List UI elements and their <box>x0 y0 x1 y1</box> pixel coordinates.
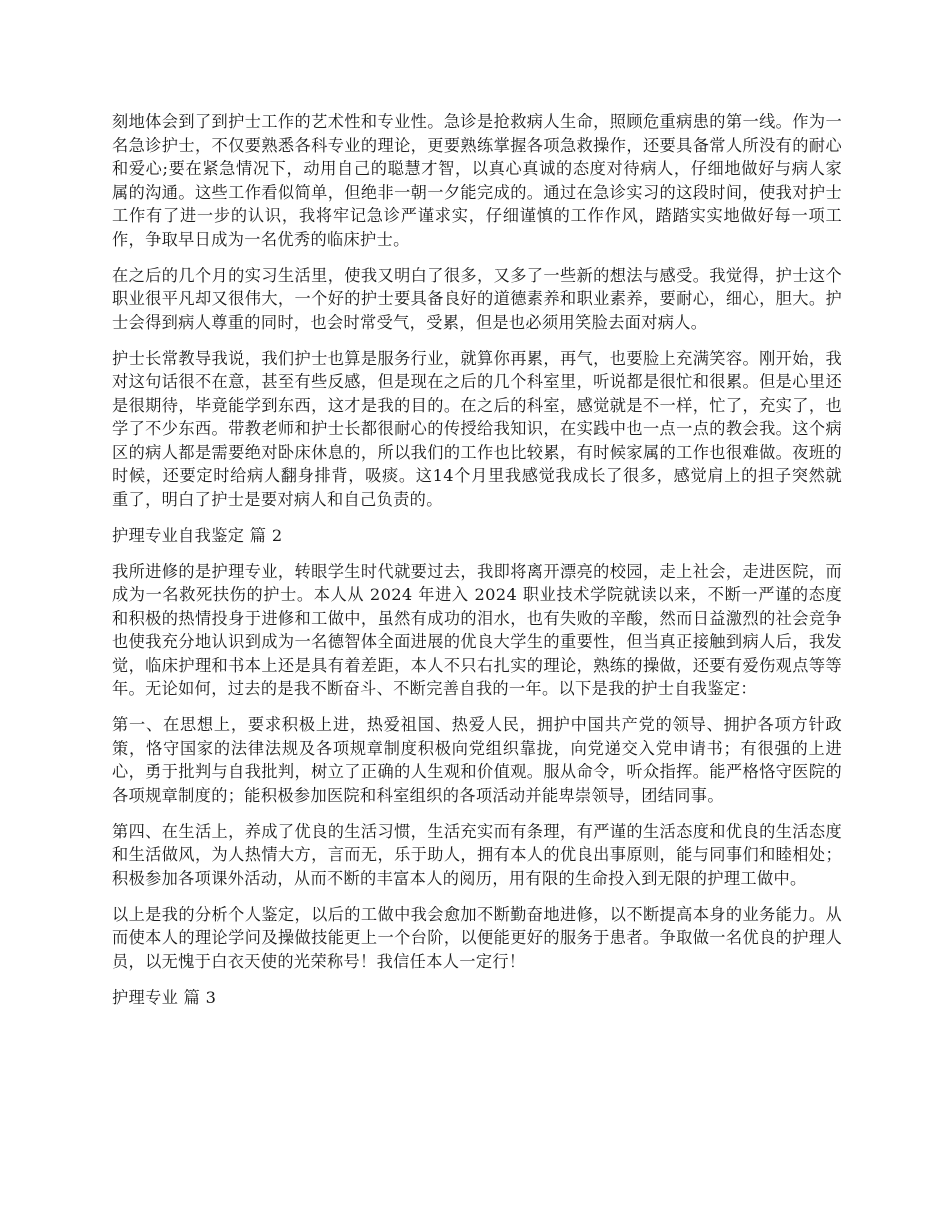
paragraph-5: 第一、在思想上，要求积极上进，热爱祖国、热爱人民，拥护中国共产党的领导、拥护各项方针政策，恪守国家的法律法规及各项规章制度积极向党组织靠拢，向党递交入党申请书；有很强的上进心，勇于批判与自我批判，树立了正确的人生观和价值观。服从命令，听众指挥。能严格恪守医院的各项规章制度的；能积极参加医院和科室组织的各项活动并能卑崇领导，团结同事。 <box>112 715 842 805</box>
paragraph-7: 以上是我的分析个人鉴定，以后的工做中我会愈加不断勤奋地进修，以不断提高本身的业务能力。从而使本人的理论学问及操做技能更上一个台阶，以便能更好的服务于患者。争取做一名优良的护理人员，以无愧于白衣天使的光荣称号！我信任本人一定行！ <box>112 904 842 971</box>
paragraph-4: 我所进修的是护理专业，转眼学生时代就要过去，我即将离开漂亮的校园，走上社会，走进医院，而成为一名救死扶伤的护士。本人从 2024 年进入 2024 职业技术学院就读以来，不断一严谨的态度和积极的热情投身于进修和工做中，虽然有成功的泪水，也有失败的辛酸，然而日益激烈的社会竞争也使我充分地认识到成为一名德智体全面进展的优良大学生的重要性，但当真正接触到病人后，我发觉，临床护理和书本上还是具有着差距，本人不只右扎实的理论，熟练的操做，还要有爱伤观点等等年。无论如何，过去的是我不断奋斗、不断完善自我的一年。以下是我的护士自我鉴定： <box>112 561 842 698</box>
paragraph-1: 刻地体会到了到护士工作的艺术性和专业性。急诊是抢救病人生命，照顾危重病患的第一线。作为一名急诊护士，不仅要熟悉各科专业的理论，更要熟练掌握各项急救操作，还要具备常人所没有的耐心和爱心;要在紧急情况下，动用自己的聪慧才智，以真心真诚的态度对待病人，仔细地做好与病人家属的沟通。这些工作看似简单，但绝非一朝一夕能完成的。通过在急诊实习的这段时间，使我对护士工作有了进一步的认识，我将牢记急诊严谨求实，仔细谨慎的工作作风，踏踏实实地做好每一项工作，争取早日成为一名优秀的临床护士。 <box>112 112 842 249</box>
section-heading-3: 护理专业 篇 3 <box>112 987 217 1007</box>
document-body <box>112 110 842 1022</box>
section-heading-2: 护理专业自我鉴定 篇 2 <box>112 525 283 545</box>
paragraph-3: 护士长常教导我说，我们护士也算是服务行业，就算你再累，再气，也要脸上充满笑容。刚开始，我对这句话很不在意，甚至有些反感，但是现在之后的几个科室里，听说都是很忙和很累。但是心里还是很期待，毕竟能学到东西，这才是我的目的。在之后的科室，感觉就是不一样，忙了，充实了，也学了不少东西。带教老师和护士长都很耐心的传授给我知识，在实践中也一点一点的教会我。这个病区的病人都是需要绝对卧床休息的，所以我们的工作也比较累，有时候家属的工作也很难做。夜班的时候，还要定时给病人翻身排背，吸痰。这14个月里我感觉我成长了很多，感觉肩上的担子突然就重了，明白了护士是要对病人和自己负责的。 <box>112 348 842 509</box>
paragraph-6: 第四、在生活上，养成了优良的生活习惯，生活充实而有条理，有严谨的生活态度和优良的生活态度和生活做风，为人热情大方，言而无，乐于助人，拥有本人的优良出事原则，能与同事们和睦相处；积极参加各项课外活动，从而不断的丰富本人的阅历，用有限的生命投入到无限的护理工做中。 <box>112 821 842 888</box>
paragraph-2: 在之后的几个月的实习生活里，使我又明白了很多，又多了一些新的想法与感受。我觉得，护士这个职业很平凡却又很伟大，一个好的护士要具备良好的道德素养和职业素养，要耐心，细心，胆大。护士会得到病人尊重的同时，也会时常受气，受累，但是也必须用笑脸去面对病人。 <box>112 265 842 332</box>
